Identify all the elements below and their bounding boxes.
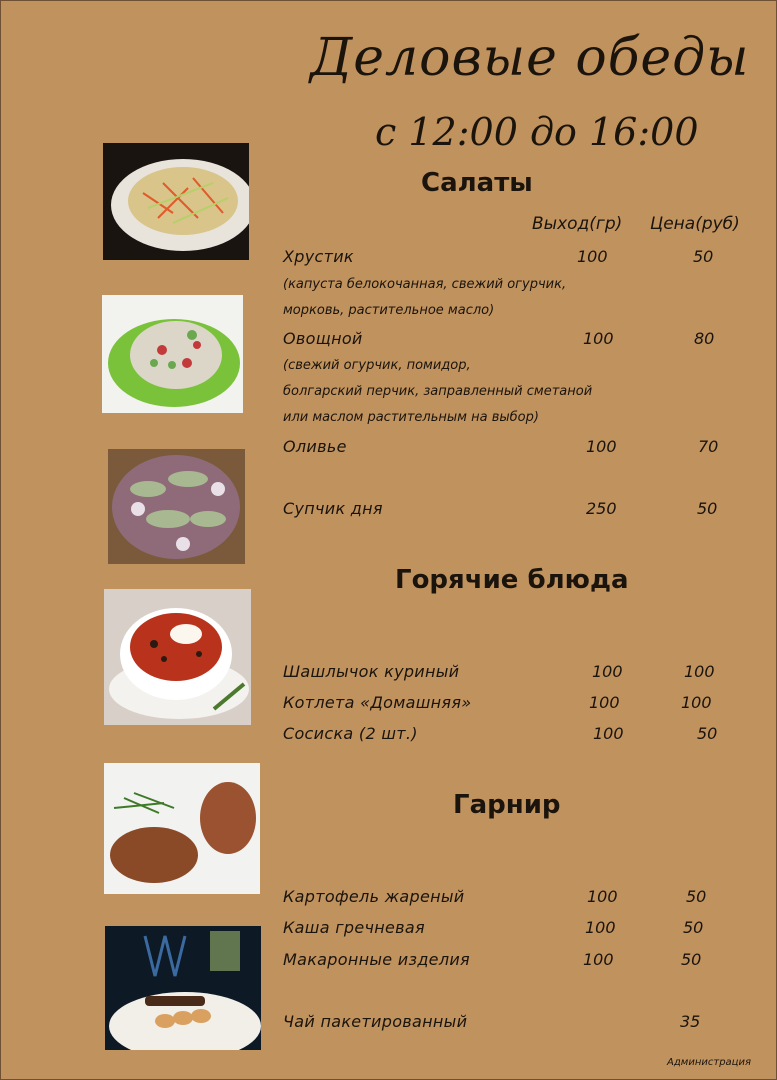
menu-item-name: Хрустик xyxy=(283,247,354,266)
menu-item-output: 100 xyxy=(585,918,616,937)
menu-item-name: Макаронные изделия xyxy=(283,950,470,969)
menu-item-description: морковь, растительное масло) xyxy=(283,303,495,318)
olivier-salad-photo xyxy=(108,449,245,564)
menu-item-output: 100 xyxy=(593,724,624,743)
menu-item-price: 50 xyxy=(681,950,702,969)
menu-item-description: (свежий огурчик, помидор, xyxy=(283,358,471,373)
menu-item-name: Шашлычок куриный xyxy=(283,662,460,681)
menu-item-description: (капуста белокочанная, свежий огурчик, xyxy=(283,277,567,292)
borscht-soup-photo xyxy=(104,589,251,725)
menu-title: Деловые обеды xyxy=(310,28,750,88)
menu-item-price: 100 xyxy=(684,662,715,681)
menu-item-description: или маслом растительным на выбор) xyxy=(283,410,539,425)
menu-item-price: 35 xyxy=(680,1012,701,1031)
menu-item-output: 100 xyxy=(589,693,620,712)
hot-dishes-heading: Горячие блюда xyxy=(395,565,629,595)
menu-item-name: Оливье xyxy=(283,437,347,456)
administration-signature: Администрация xyxy=(667,1057,751,1068)
menu-item-output: 100 xyxy=(592,662,623,681)
output-column-header: Выход(гр) xyxy=(532,214,623,234)
menu-item-price: 50 xyxy=(693,247,714,266)
menu-item-name: Картофель жареный xyxy=(283,887,465,906)
menu-item-description: болгарский перчик, заправленный сметаной xyxy=(283,384,593,399)
menu-item-price: 50 xyxy=(686,887,707,906)
lunch-hours: с 12:00 до 16:00 xyxy=(375,110,699,154)
menu-item-output: 250 xyxy=(586,499,617,518)
menu-item-name: Овощной xyxy=(283,329,363,348)
menu-item-name: Сосиска (2 шт.) xyxy=(283,724,418,743)
salads-heading: Салаты xyxy=(421,168,533,198)
menu-item-price: 70 xyxy=(698,437,719,456)
menu-item-output: 100 xyxy=(586,437,617,456)
menu-item-price: 50 xyxy=(697,724,718,743)
garnish-heading: Гарнир xyxy=(453,790,561,820)
vegetable-salad-photo xyxy=(102,295,243,413)
menu-item-output: 100 xyxy=(577,247,608,266)
menu-item-name: Котлета «Домашняя» xyxy=(283,693,472,712)
menu-item-name: Каша гречневая xyxy=(283,918,425,937)
menu-item-output: 100 xyxy=(583,329,614,348)
menu-item-price: 50 xyxy=(697,499,718,518)
price-column-header: Цена(руб) xyxy=(650,214,740,234)
menu-item-price: 100 xyxy=(681,693,712,712)
menu-item-name: Чай пакетированный xyxy=(283,1012,468,1031)
menu-item-name: Супчик дня xyxy=(283,499,383,518)
cabbage-salad-photo xyxy=(103,143,249,260)
menu-item-price: 80 xyxy=(694,329,715,348)
menu-item-price: 50 xyxy=(683,918,704,937)
chicken-skewer-photo xyxy=(105,926,261,1050)
menu-item-output: 100 xyxy=(583,950,614,969)
cutlets-photo xyxy=(104,763,260,894)
menu-item-output: 100 xyxy=(587,887,618,906)
